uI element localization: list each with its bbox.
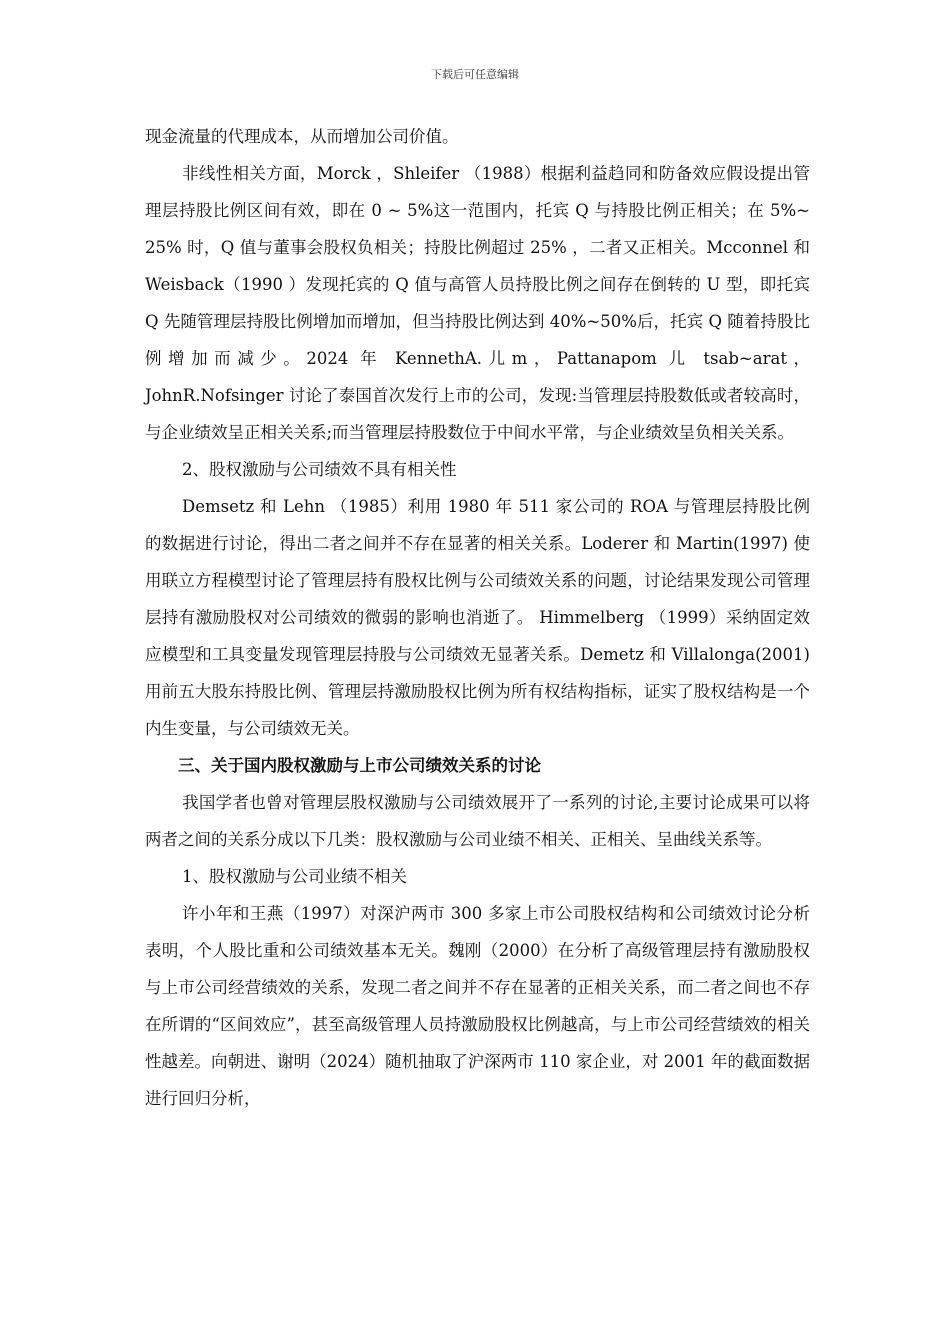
document-body (145, 118, 810, 1117)
paragraph-domestic-intro: 我国学者也曾对管理层股权激励与公司绩效展开了一系列的讨论,主要讨论成果可以将两者之间的关系分成以下几类：股权激励与公司业绩不相关、正相关、呈曲线关系等。 (145, 793, 810, 849)
section-heading-domestic: 三、关于国内股权激励与上市公司绩效关系的讨论 (178, 756, 541, 775)
paragraph-uncorrelated: 许小年和王燕（1997）对深沪两市 300 多家上市公司股权结构和公司绩效讨论分析表明，个人股比重和公司绩效基本无关。魏刚（2000）在分析了高级管理层持有激励股权与上市公司经营绩效的关系，发现二者之间并不存在显著的正相关关系，而二者之间也不存在所谓的“区间效应”，甚至高级管理人员持激励股权比例越高，与上市公司经营绩效的相关性越差。向朝进、谢明（2024）随机抽取了沪深两市 110 家企业，对 2001 年的截面数据进行回归分析， (145, 904, 810, 1108)
paragraph-nonlinear-correlation: 非线性相关方面，Morck ，Shleifer （1988）根据利益趋同和防备效应假设提出管理层持股比例区间有效，即在 0 ~ 5%这一范围内，托宾 Q 与持股比例正相关；在 5%~ 25% 时，Q 值与董事会股权负相关；持股比例超过 25% ，二者又正相关。Mcconnel 和 Weisback（1990 ）发现托宾的 Q 值与高管人员持股比例之间存在倒转的 U 型，即托宾 Q 先随管理层持股比例增加而增加，但当持股比例达到 40%~50%后，托宾 Q 随着持股比例增加而减少。2024 年 KennethA.儿m，Pattanapom 儿 tsab~arat， JohnR.Nofsinger 讨论了泰国首次发行上市的公司，发现:当管理层持股数低或者较高时，与企业绩效呈正相关关系;而当管理层持股数位于中间水平常，与企业绩效呈负相关关系。 (145, 164, 810, 442)
paragraph-no-correlation: Demsetz 和 Lehn （1985）利用 1980 年 511 家公司的 ROA 与管理层持股比例的数据进行讨论，得出二者之间并不存在显著的相关关系。Loderer 和 Martin(1997) 使用联立方程模型讨论了管理层持有股权比例与公司绩效关系的问题，讨论结果发现公司管理层持有激励股权对公司绩效的微弱的影响也消逝了。 Himmelberg （1999）采纳固定效应模型和工具变量发现管理层持股与公司绩效无显著关系。Demetz 和 Villalonga(2001)用前五大股东持股比例、管理层持激励股权比例为所有权结构指标，证实了股权结构是一个内生变量，与公司绩效无关。 (145, 497, 810, 738)
page-header: 下载后可任意编辑 (431, 68, 519, 81)
subheading-uncorrelated: 1、股权激励与公司业绩不相关 (182, 867, 407, 886)
paragraph-continuation: 现金流量的代理成本，从而增加公司价值。 (145, 127, 459, 146)
subheading-no-correlation: 2、股权激励与公司绩效不具有相关性 (182, 460, 457, 479)
